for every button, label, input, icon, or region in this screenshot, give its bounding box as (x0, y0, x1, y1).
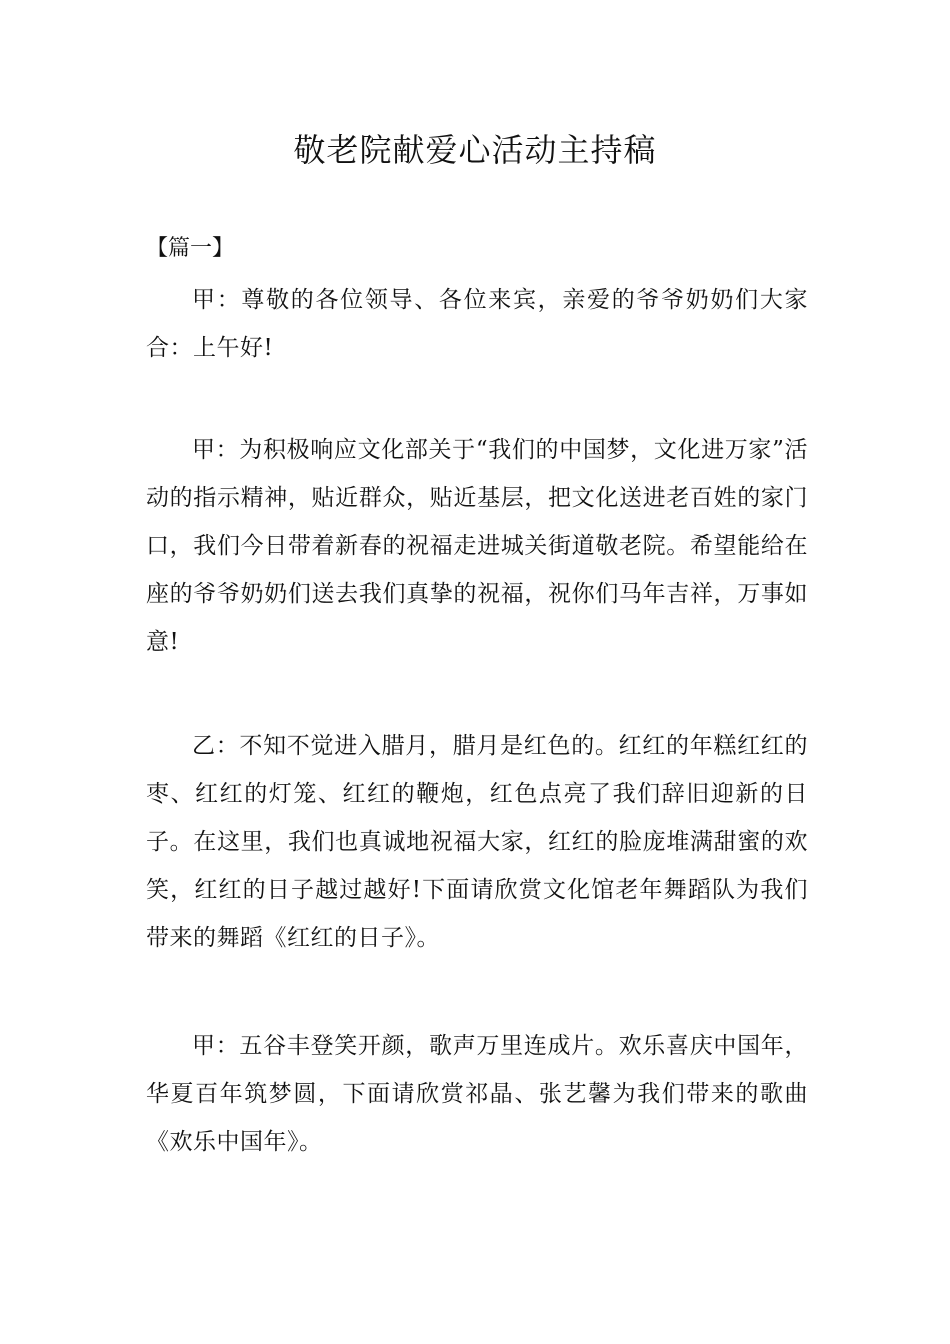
document-title: 敬老院献爱心活动主持稿 (293, 131, 657, 169)
paragraph-3: 乙：不知不觉进入腊月，腊月是红色的。红红的年糕红红的枣、红红的灯笼、红红的鞭炮，红色点亮了我们辞旧迎新的日子。在这里，我们也真诚地祝福大家，红红的脸庞堆满甜蜜的欢笑，红红的日子越过越好!下面请欣赏文化馆老年舞蹈队为我们带来的舞蹈《红红的日子》。 (146, 733, 808, 951)
paragraph-1: 甲：尊敬的各位领导、各位来宾，亲爱的爷爷奶奶们大家合：上午好! (146, 287, 808, 361)
section-label: 【篇一】 (146, 236, 235, 261)
paragraph-2: 甲：为积极响应文化部关于“我们的中国梦，文化进万家”活动的指示精神，贴近群众，贴近基层，把文化送进老百姓的家门口，我们今日带着新春的祝福走进城关街道敬老院。希望能给在座的爷爷奶奶们送去我们真挚的祝福，祝你们马年吉祥，万事如意! (146, 437, 808, 655)
paragraph-4: 甲：五谷丰登笑开颜，歌声万里连成片。欢乐喜庆中国年，华夏百年筑梦圆，下面请欣赏祁晶、张艺馨为我们带来的歌曲《欢乐中国年》。 (146, 1033, 808, 1155)
